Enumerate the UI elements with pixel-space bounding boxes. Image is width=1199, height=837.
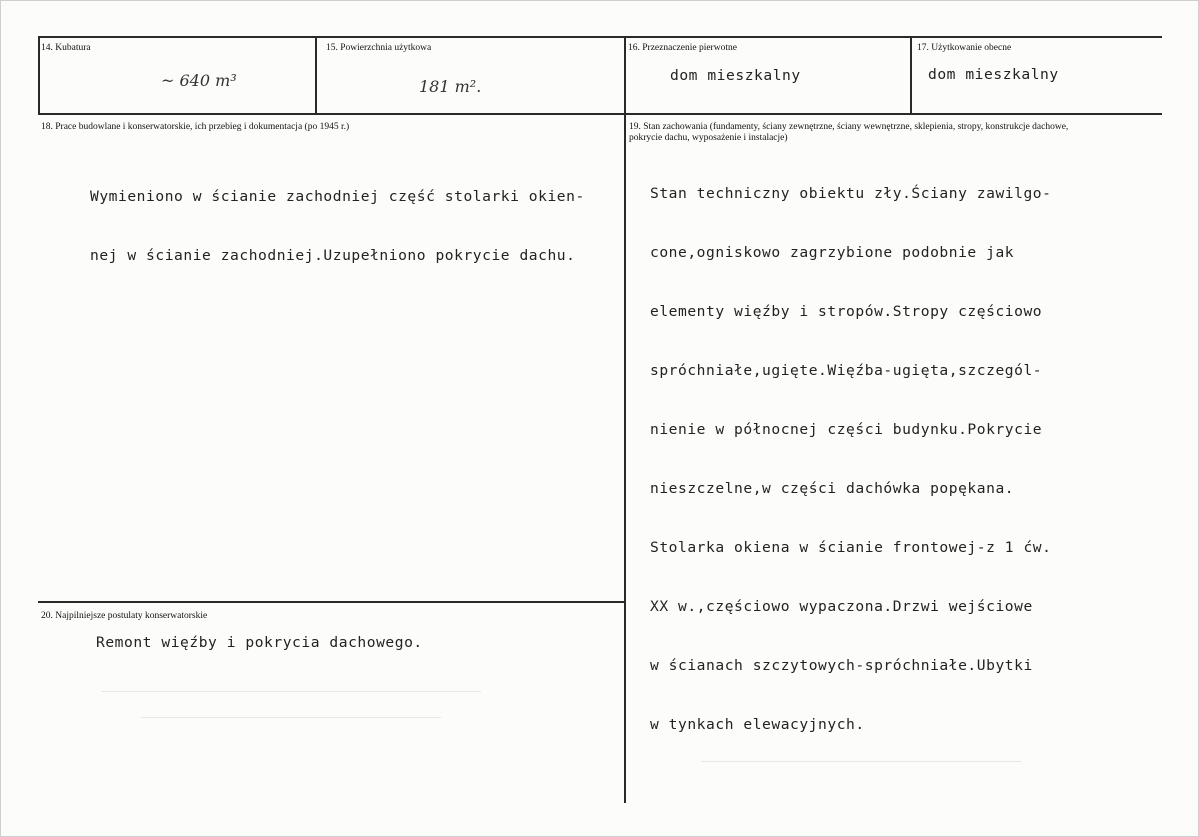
field-15-label: 15. Powierzchnia użytkowa [326,43,432,53]
row1-bottom-rule [38,113,1162,115]
field-19-line: nienie w północnej części budynku.Pokrycie [650,421,1043,438]
field-19-label [629,122,1068,144]
field-19-line: Stolarka okiena w ścianie frontowej-z 1 ćw. [650,539,1052,556]
field-19-line: cone,ogniskowo zagrzybione podobnie jak [650,244,1015,261]
field-18-line: nej w ścianie zachodniej.Uzupełniono pokrycie dachu. [90,247,576,264]
field-19-label-line: 19. Stan zachowania (fundamenty, ściany zewnętrzne, ściany wewnętrzne, sklepienia, stropy, konstrukcje dachowe, [629,122,1069,132]
paper-smudge [101,691,481,692]
top-rule [38,36,1162,38]
field-20-value: Remont więźby i pokrycia dachowego. [96,634,423,651]
divider-15-16 [624,36,626,803]
field-19-text [650,147,1051,771]
field-18-line: Wymieniono w ścianie zachodniej część stolarki okien- [90,188,585,205]
field-14-label: 14. Kubatura [41,43,91,53]
field-17-value: dom mieszkalny [928,66,1059,83]
box20-top-rule [38,601,626,603]
field-19-label-line: pokrycie dachu, wyposażenie i instalacje) [629,133,788,143]
field-14-value: ~ 640 m³ [161,71,237,90]
field-19-line: nieszczelne,w części dachówka popękana. [650,480,1015,497]
field-19-line: w ścianach szczytowych-spróchniałe.Ubytki [650,657,1033,674]
divider-14-15 [315,36,317,115]
field-17-label: 17. Użytkowanie obecne [917,43,1012,53]
field-19-line: spróchniałe,ugięte.Więźba-ugięta,szczegól- [650,362,1043,379]
field-18-label: 18. Prace budowlane i konserwatorskie, ich przebieg i dokumentacja (po 1945 r.) [41,122,350,132]
left-rule-row1 [38,36,40,115]
field-19-line: w tynkach elewacyjnych. [650,716,865,733]
field-20-label: 20. Najpilniejsze postulaty konserwatorskie [41,611,208,621]
paper-smudge [701,761,1021,762]
field-19-line: Stan techniczny obiektu zły.Ściany zawilgo- [650,185,1052,202]
field-18-text [90,150,585,302]
field-19-line: XX w.,częściowo wypaczona.Drzwi wejściowe [650,598,1033,615]
paper-smudge [141,717,441,718]
field-19-line: elementy więźby i stropów.Stropy częściowo [650,303,1043,320]
field-16-value: dom mieszkalny [670,67,801,84]
divider-16-17 [910,36,912,115]
field-15-value: 181 m². [419,77,482,96]
field-16-label: 16. Przeznaczenie pierwotne [628,43,737,53]
